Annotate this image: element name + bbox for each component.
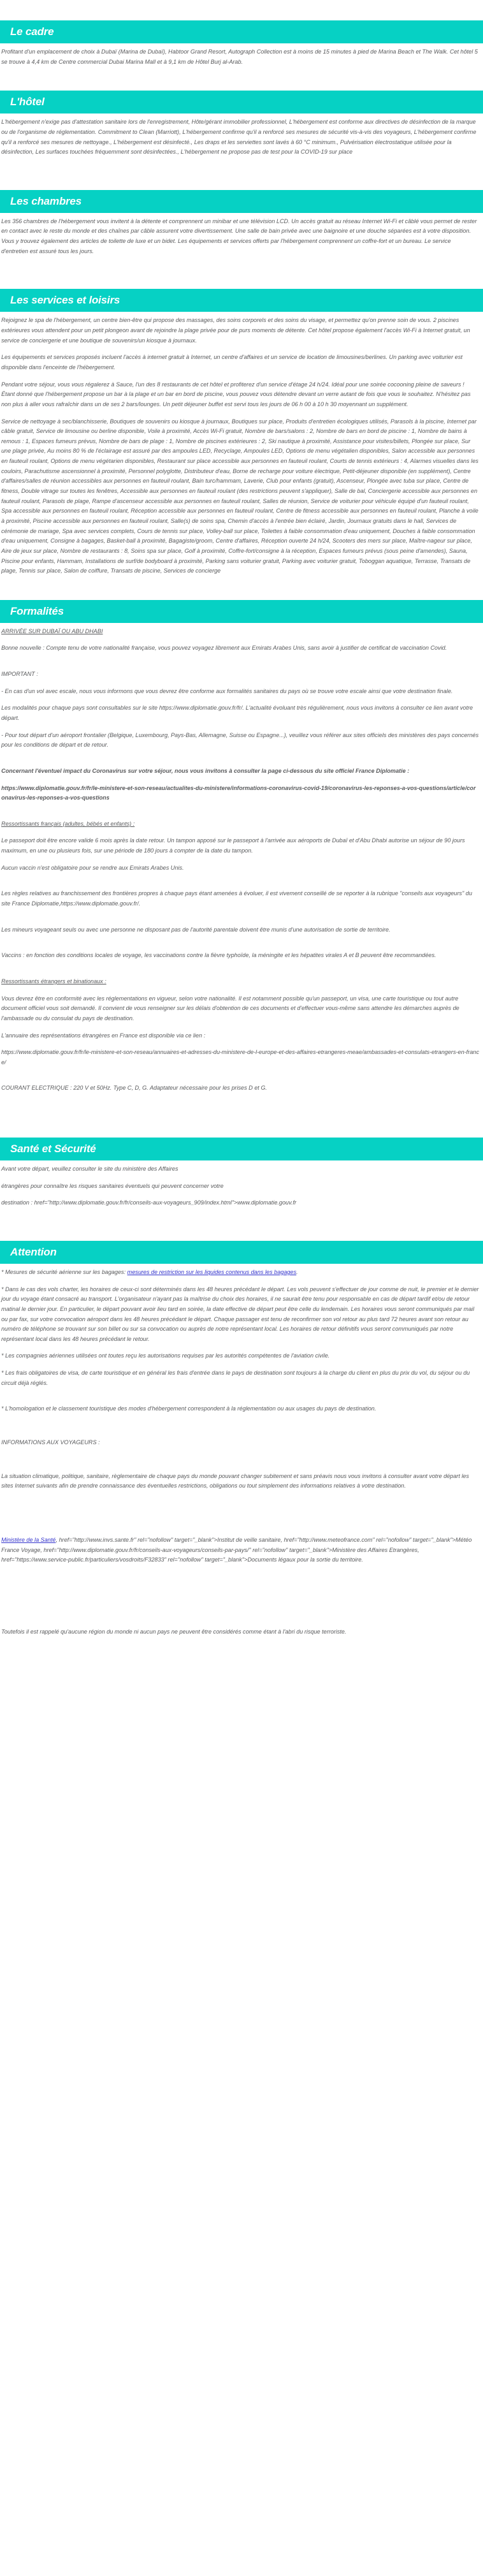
paragraph-ressortissants-francais: Le passeport doit être encore valide 6 mois après la date retour. Un tampon apposé sur le passeport à l'arrivée aux aéroports de Dubaï et d'Abu Dhabi autorise un séjour de 90 jours maximum, en une ou plusieurs fois, sur une période de 180 jours à compter de la date du tampon. [1,837,465,854]
paragraph-sante-line-2: étrangères pour connaître les risques sanitaires éventuels qui peuvent concerner votre [1,1182,224,1189]
paragraph-risque-terroriste: Toutefois il est rappelé qu'aucune région du monde ni aucun pays ne peuvent être considérés comme étant à l'abri du risque terroriste. [1,1628,347,1635]
section-header-formalites: Formalités [0,600,483,623]
paragraph-gap [1,916,479,925]
section-body-formalites [0,623,483,1094]
section-header-les-services-et-loisirs: Les services et loisirs [0,289,483,312]
paragraph-courant-electrique: COURANT ELECTRIQUE : 220 V et 50Hz. Type C, D, G. Adaptateur nécessaire pour les prises D et G. [1,1085,267,1092]
subheading-ressortissants-etrangers: Ressortissants étrangers et binationaux : [1,977,106,984]
paragraph-coronavirus-notice: Concernant l'éventuel impact du Coronavirus sur votre séjour, nous vous invitons à consulter la page ci-dessous du site officiel France Diplomatie : [1,767,410,774]
paragraph-sante-line-1: Avant votre départ, veuillez consulter le site du ministère des Affaires [1,1166,178,1173]
paragraph: Profitant d'un emplacement de choix à Dubaï (Marina de Dubaï), Habtoor Grand Resort, Autograph Collection est à moins de 15 minutes à pied de Marina Beach et The Walk. Cet hôtel 5 se trouve à 4,4 km de Centre commercial Dubai Marina Mall et à 9,1 km de Hôtel Burj al-Arab. [1,48,478,65]
paragraph-frais-entree: * Les frais obligatoires de visa, de carte touristique et en général les frais d'entrée dans le pays de destination sont toujours à la charge du client en plus du prix du vol, du séjour ou du circuit déjà réglés. [1,1370,470,1386]
paragraph-important-2: Les modalités pour chaque pays sont consultables sur le site https://www.diplomatie.gouv.fr/fr/. L'actualité évoluant très régulièrement, nous vous invitons à consulter ce lien avant votre départ. [1,705,473,721]
paragraph: L'hébergement n'exige pas d'attestation sanitaire lors de l'enregistrement, Hôte/gérant immobilier professionnel, L'hébergement est conforme aux directives de désinfection de la marque ou de l'organisme de réglementation. Commitment to Clean (Marriott), L'hébergement confirme qu'il a renforcé ses mesures de sécurité vis-à-vis des voyageurs, L'hébergement confirme qu'il a renforcé ses mesures de nettoyage., L'hébergement est désinfecté., Les draps et les serviettes sont lavés à 60 °C minimum., Pulvérisation électrostatique utilisée pour la désinfection, Les surfaces touchées fréquemment sont désinfectées., L'hébergement ne propose pas de test pour la COVID-19 sur place [1,119,477,156]
section-header-les-chambres: Les chambres [0,190,483,213]
top-spacer [0,0,483,20]
paragraph-sante-line-3: destination : href="http://www.diplomatie.gouv.fr/fr/conseils-aux-voyageurs_909/index.html">www.diplomatie.gouv.fr [1,1199,297,1206]
paragraph-gap [1,1421,479,1438]
section-body-sante-et-securite [0,1160,483,1208]
paragraph-gap [1,1455,479,1472]
paragraph-ressortissants-etrangers: Vous devrez être en conformité avec les réglementations en vigueur, selon votre nationalité. Il est notamment possible qu'un passeport, un visa, une carte touristique ou tout autre document officiel vous soit demandé. Il convient de vous renseigner sur les délais d'obtention de ces documents et d'effectuer vous-même sans attendre les démarches auprès de l'ambassade ou du consulat du pays de destination. [1,995,459,1021]
link-restrictions-liquides[interactable]: mesures de restriction sur les liquides contenus dans les bagages [127,1269,297,1275]
section-body-les-services-et-loisirs [0,312,483,576]
paragraph-compagnies-aeriennes: * Les compagnies aériennes utilisées ont toutes reçu les autorisations requises par les autorités compétentes de l'aviation civile. [1,1352,330,1359]
section-gap [0,74,483,91]
paragraph-gap [1,757,479,766]
paragraph: Pendant votre séjour, vous vous régalerez à Sauce, l'un des 8 restaurants de cet hôtel et profiterez d'un service d'étage 24 h/24. Idéal pour une soirée cocooning pleine de saveurs ! Étant donné que l'hébergement propose un bar à la plage et un bar en bord de piscine, vous pouvez vous détendre devant un verre autant de fois que vous le souhaitez. N'hésitez pas non plus à aller vous rafraîchir dans un de ses 2 bars/lounges. Un petit déjeuner buffet est servi tous les jours de 06 h 00 à 10 h 30 moyennant un supplément. [1,381,471,407]
paragraph-gap [1,1572,479,1627]
subheading-arrivee: ARRIVÉE SUR DUBAÏ OU ABU DHABI [1,627,103,634]
paragraph-important-1: - En cas d'un vol avec escale, nous vous informons que vous devrez être conforme aux formalités sanitaires du pays où se trouve votre escale ainsi que votre destination finale. [1,687,453,694]
paragraph-mineurs: Les mineurs voyageant seuls ou avec une personne ne disposant pas de l'autorité parentale doivent être munis d'une autorisation de sortie de territoire. [1,926,391,933]
section-body-le-cadre [0,43,483,67]
paragraph-regles-frontieres: Les règles relatives au franchissement des frontières propres à chaque pays étant amenées à évoluer, il est vivement conseillé de se reporter à la rubrique "conseils aux voyageurs" du site France Diplomatie,https://www.diplomatie.gouv.fr/. [1,890,472,907]
section-header-attention: Attention [0,1241,483,1264]
paragraph-vaccin: Aucun vaccin n'est obligatoire pour se rendre aux Emirats Arabes Unis. [1,864,184,871]
section-header-l-hotel: L'hôtel [0,91,483,113]
section-gap [0,583,483,600]
link-coronavirus-url[interactable]: https://www.diplomatie.gouv.fr/fr/le-ministere-et-son-reseau/actualites-du-ministere/informations-coronavirus-covid-19/coronavirus-les-reponses-a-vos-questions/article/coronavirus-les-reponses-a-vos-questions [1,784,476,801]
paragraph: Les 356 chambres de l'hébergement vous invitent à la détente et comprennent un minibar et une télévision LCD. Un accès gratuit au réseau Internet Wi-Fi et câblé vous permet de rester en contact avec le reste du monde et des chaînes par câble assurent votre divertissement. Une salle de bain privée avec une baignoire et une douche séparées est à votre disposition. Vous y trouvez également des articles de toilette de luxe et un bidet. Les équipements et services offerts par l'hébergement comprennent un coffre-fort et un bureau. Le service d'entretien est assuré tous les jours. [1,217,477,254]
paragraph-arrivee: Bonne nouvelle : Compte tenu de votre nationalité française, vous pouvez voyagez librement aux Emirats Arabes Unis, sans avoir à justifier de certificat de vaccination Covid. [1,645,447,652]
paragraph-liens-officiels [1,1535,479,1565]
section-header-le-cadre: Le cadre [0,20,483,43]
section-gap [0,1101,483,1138]
section-body-les-chambres [0,213,483,257]
paragraph: Les équipements et services proposés incluent l'accès à internet gratuit à Internet, un centre d'affaires et un service de location de limousines/berlines. Un parking avec voiturier est disponible dans l'enceinte de l'hébergement. [1,354,463,370]
paragraph-gap [1,1498,479,1535]
section-gap [0,165,483,190]
link-annuaire-url[interactable]: https://www.diplomatie.gouv.fr/fr/le-ministere-et-son-reseau/annuaires-et-adresses-du-ministere-de-l-europe-et-des-affaires-etrangeres-meae/ambassades-et-consulats-etrangers-en-france/ [1,1049,479,1065]
subheading-ressortissants-francais: Ressortissants français (adultes, bébés et enfants) : [1,820,135,827]
section-header-sante-et-securite: Santé et Sécurité [0,1138,483,1160]
paragraph-gap [1,1395,479,1404]
paragraph-important-3: - Pour tout départ d'un aéroport frontalier (Belgique, Luxembourg, Pays-Bas, Allemagne, Suisse ou Espagne...), veuillez vous référer aux sites officiels des ministères des pays concernés pour les conditions de départ et de retour. [1,731,479,749]
paragraph-annuaire: L'annuaire des représentations étrangères en France est disponible via ce lien : [1,1032,206,1039]
section-body-attention [0,1264,483,1637]
paragraph-bagages [1,1268,479,1278]
section-gap [0,1215,483,1241]
subheading-important: IMPORTANT : [1,671,38,678]
paragraph-vols-charter: * Dans le cas des vols charter, les horaires de ceux-ci sont déterminés dans les 48 heures précédant le départ. Les vols peuvent s'effectuer de jour comme de nuit, le premier et le dernier jour du voyage étant consacré au transport. L'organisateur n'ayant pas la maîtrise du choix des horaires, il ne saurait être tenu pour responsable en cas de départ tardif et/ou de retour matinal le dernier jour. En particulier, le départ pouvant avoir lieu tard en soirée, la date effective de départ peut être celle du lendemain. Les horaires vous seront communiqués par mail ou par fax, sur votre convocation aéroport dans les 48 heures précédant le départ. Chaque passager est tenu de reconfirmer son vol retour au plus tard 72 heures avant son retour au numéro de téléphone se trouvant sur son billet ou sur sa convocation ou auprès de notre représentant local. Les horaires de retour définitifs vous seront communiqués par notre représentant local dans les 48 heures précédant le retour. [1,1285,479,1342]
paragraph-gap [1,661,479,670]
liens-officiels-rest: , href="http://www.invs.sante.fr" rel="nofollow" target="_blank">Institut de veille sanitaire, href="http://www.meteofrance.com" rel="nofollow" target="_blank">Météo France Voyage, href="http://www.diplomatie.gouv.fr/fr/conseils-aux-voyageurs/conseils-par-pays/" rel="nofollow" target="_blank">Ministère des Affaires Etrangères, href="https://www.service-public.fr/particuliers/vosdroits/F32833" rel="nofollow" target="_blank">Documents légaux pour la sortie du territoire. [1,1536,472,1563]
paragraph-vaccins: Vaccins : en fonction des conditions locales de voyage, les vaccinations contre la fièvre typhoïde, la méningite et les hépatites virales A et B peuvent être recommandées. [1,952,436,959]
section-gap [0,263,483,289]
section-body-l-hotel [0,113,483,157]
paragraph-gap [1,1074,479,1083]
paragraph-gap [1,942,479,951]
paragraph-gap [1,880,479,889]
paragraph-homologation: * L'homologation et le classement touristique des modes d'hébergement correspondent à la réglementation ou aux usages du pays de destination. [1,1405,377,1412]
paragraph-gap [1,968,479,977]
paragraph-situation-pays: La situation climatique, politique, sanitaire, règlementaire de chaque pays du monde pouvant changer subitement et sans préavis nous vous invitons à consulter avant votre départ les sites Internet suivants afin de prendre connaissance des éventuelles restrictions, obligations ou tout simplement des informations relatives à votre destination. [1,1472,470,1489]
bagages-suffix-text: . [296,1269,298,1275]
paragraph-gap [1,810,479,819]
link-ministere-sante[interactable]: Ministère de la Santé [1,1536,56,1543]
paragraph-amenities-list: Service de nettoyage à sec/blanchisserie, Boutiques de souvenirs ou kiosque à journaux, Boutiques sur place, Produits d'entretien écologiques utilisés, Parasols à la piscine, Internet par câble gratuit, Service de limousine ou berline disponible, Voile à proximité, Accès Wi-Fi gratuit, Nombre de bars/salons : 2, Nombre de bars en bord de piscine : 1, Nombre de bains à remous : 1, Espaces fumeurs prévus, Nombre de bars de plage : 1, Nombre de piscines extérieures : 2, Ski nautique à proximité, Assistance pour visites/billets, Plongée sur place, Sur une plage privée, Au moins 80 % de l'éclairage est assuré par des ampoules LED, Recyclage, Ampoules LED, Options de menu végétalien disponibles, Salon accessible aux personnes en fauteuil roulant, Options de menu végétarien disponibles, Restaurant sur place accessible aux personnes en fauteuil roulant, Courts de tennis extérieurs : 4, Alarmes visuelles dans les couloirs, Parachutisme ascensionnel à proximité, Personnel polyglotte, Distributeur d'eau, Borne de recharge pour voiture électrique, Petit-déjeuner disponible (en supplément), Centre d'affaires/salles de réunion accessibles aux personnes en fauteuil roulant, Bain turc/hammam, Laverie, Club pour enfants (gratuit), Ascenseur, Plongée avec tuba sur place, Centre de fitness, Double vitrage sur toutes les fenêtres, Accessible aux personnes en fauteuil roulant (des restrictions peuvent s'appliquer), Salle de bal, Conciergerie accessible aux personnes en fauteuil roulant, Parasols de plage, Rampe d'ascenseur accessible aux personnes en fauteuil roulant, Salles de réunion, Service de voiturier pour véhicule équipé d'un fauteuil roulant, Spa accessible aux personnes en fauteuil roulant, Réception accessible aux personnes en fauteuil roulant, Centre de fitness accessible aux personnes en fauteuil roulant, Planche à voile à proximité, Piscine accessible aux personnes en fauteuil roulant, Salle(s) de soins spa, Chemin d'accès à l'entrée bien éclairé, Jardin, Journaux gratuits dans le hall, Services de cérémonie de mariage, Spa avec services complets, Cours de tennis sur place, Volley-ball sur place, Toilettes à faible consommation d'eau uniquement, Douches à faible consommation d'eau uniquement, Consigne à bagages, Basket-ball à proximité, Bagagiste/groom, Centre d'affaires, Réception ouverte 24 h/24, Scooters des mers sur place, Maître-nageur sur place, Aire de jeux sur place, Nombre de restaurants : 8, Soins spa sur place, Golf à proximité, Coffre-fort/consigne à la réception, Espaces fumeurs prévus (sous peine d'amendes), Sauna, Piscine pour enfants, Hammam, Installations de surf/de bodyboard à proximité, Parking sans voiturier gratuit, Parking avec voiturier gratuit, Toboggan aquatique, Terrasse, Transats de plage, Tennis sur place, Salon de coiffure, Transats de piscine, Services de concierge [1,418,479,574]
paragraph: Rejoignez le spa de l'hébergement, un centre bien-être qui propose des massages, des soins corporels et des soins du visage, et permettez qu'on prenne soin de vous. 2 piscines extérieures vous attendent pour un petit plongeon avant de rejoindre la plage privée pour de purs moments de détente. Cet hôtel propose également l'accès Wi-Fi à Internet gratuit, un service de conciergerie et une boutique de souvenirs/un kiosque à journaux. [1,317,470,344]
subheading-informations-voyageurs: INFORMATIONS AUX VOYAGEURS : [1,1439,100,1446]
bagages-prefix-text: * Mesures de sécurité aérienne sur les bagages: [1,1269,127,1275]
